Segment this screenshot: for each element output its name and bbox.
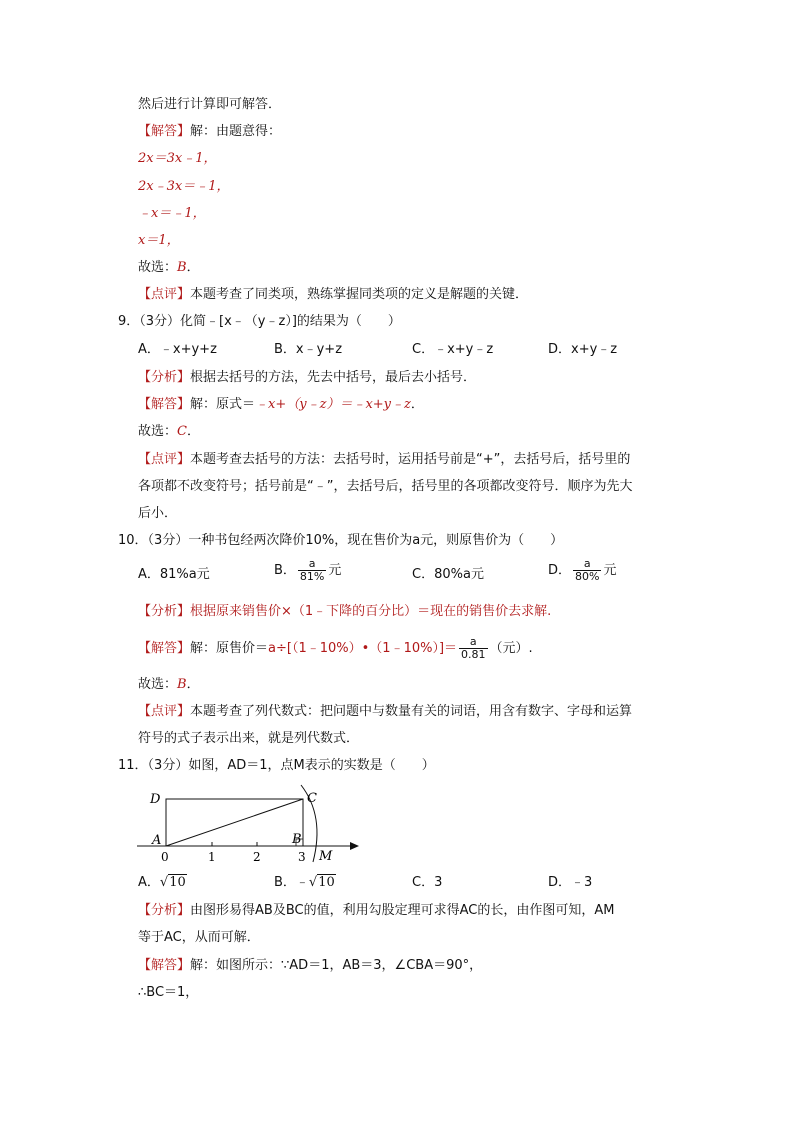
q10-option-d: D． $\frac{a}{80\%}$ 元: [548, 557, 617, 583]
number-line-arrow: [350, 842, 359, 850]
q10-option-b-fraction: $\frac{a}{81\%}$: [299, 557, 325, 583]
q11-solution: 【解答】解：如图所示：∵AD＝1，AB＝3，∠CBA＝90°，: [138, 958, 483, 973]
q9-option-a: A．﹣x+y+z: [138, 342, 217, 357]
q10-review-line-1: 【点评】本题考查了列代数式：把问题中与数量有关的词语，用含有数字、字母和运算: [138, 704, 633, 719]
q10-option-c: C．80%a元: [412, 567, 484, 582]
q11-option-c: C．3: [412, 875, 443, 890]
q11-option-b: B．﹣√10: [274, 875, 335, 890]
q9-option-d: D．x+y﹣z: [548, 342, 618, 357]
q9-analysis: 【分析】根据去括号的方法，先去中括号，最后去小括号．: [138, 370, 477, 385]
sqrt-sign: √10: [308, 875, 335, 890]
tick-label-0: 0: [161, 850, 169, 864]
q9-option-b: B．x﹣y+z: [274, 342, 343, 357]
label-c: C: [307, 791, 317, 806]
q10-review-line-2: 符号的式子表示出来，就是列代数式．: [138, 731, 360, 746]
q9-review-line-2: 各项都不改变符号；括号前是“﹣”，去括号后，括号里的各项都改变符号．顺序为先大: [138, 479, 633, 494]
diagonal-ac: [166, 799, 303, 846]
q9-choice: 故选：C．: [138, 424, 200, 439]
prev-step-1: 2x＝3x﹣1，: [138, 151, 217, 166]
label-d: D: [150, 792, 161, 807]
q10-stem: 10．（3分）一种书包经两次降价10%，现在售价为a元，则原售价为（ ）: [118, 533, 564, 548]
q10-option-b: B． $\frac{a}{81\%}$ 元: [274, 557, 342, 583]
q11-stem: 11．（3分）如图，AD＝1，点M表示的实数是（ ）: [118, 758, 435, 773]
q11-analysis-line-1: 【分析】由图形易得AB及BC的值，利用勾股定理可求得AC的长，由作图可知，AM: [138, 903, 615, 918]
q10-option-a: A．81%a元: [138, 567, 210, 582]
prev-choice: 故选：B．: [138, 260, 200, 275]
prev-continuation: 然后进行计算即可解答．: [138, 97, 282, 112]
prev-step-3: ﹣x＝﹣1，: [138, 206, 206, 221]
label-a: A: [152, 833, 162, 848]
q9-review-line-3: 后小．: [138, 506, 178, 521]
q10-solution: 【解答】解：原售价＝a÷[（1﹣10%）•（1﹣10%）]＝ $\frac{a}{0.81}$ （元）.: [138, 635, 533, 661]
q11-analysis-line-2: 等于AC，从而可解．: [138, 930, 260, 945]
sqrt-sign: √10: [159, 875, 186, 890]
tick-label-1: 1: [208, 850, 216, 864]
q10-option-d-fraction: $\frac{a}{80\%}$: [575, 557, 600, 583]
prev-solution: 【解答】解：由题意得：: [138, 124, 282, 139]
q11-option-d: D．﹣3: [548, 875, 593, 890]
q10-choice: 故选：B．: [138, 677, 200, 692]
q10-analysis: 【分析】根据原来销售价×（1﹣下降的百分比）＝现在的销售价去求解.: [138, 604, 552, 619]
q9-review-line-1: 【点评】本题考查去括号的方法：去括号时，运用括号前是“+”，去括号后，括号里的: [138, 452, 631, 467]
prev-step-2: 2x﹣3x＝﹣1，: [138, 179, 230, 194]
tick-label-2: 2: [253, 850, 261, 864]
q11-option-a: A．√10: [138, 875, 186, 890]
q11-figure: [135, 782, 365, 864]
q9-solution: 【解答】解：原式＝﹣x+（y﹣z）＝﹣x+y﹣z．: [138, 397, 424, 412]
q10-solution-fraction: $\frac{a}{0.81}$: [461, 635, 486, 661]
q9-stem: 9．（3分）化简﹣[x﹣（y﹣z）]的结果为（ ）: [118, 314, 401, 329]
tick-label-3: 3: [298, 850, 306, 864]
prev-review: 【点评】本题考查了同类项，熟练掌握同类项的定义是解题的关键．: [138, 287, 529, 302]
prev-step-4: x＝1，: [138, 233, 180, 248]
label-m: M: [319, 849, 333, 864]
q11-solution-line-2: ∴BC＝1，: [138, 985, 199, 1000]
q9-option-c: C．﹣x+y﹣z: [412, 342, 494, 357]
label-b: B: [292, 832, 302, 847]
